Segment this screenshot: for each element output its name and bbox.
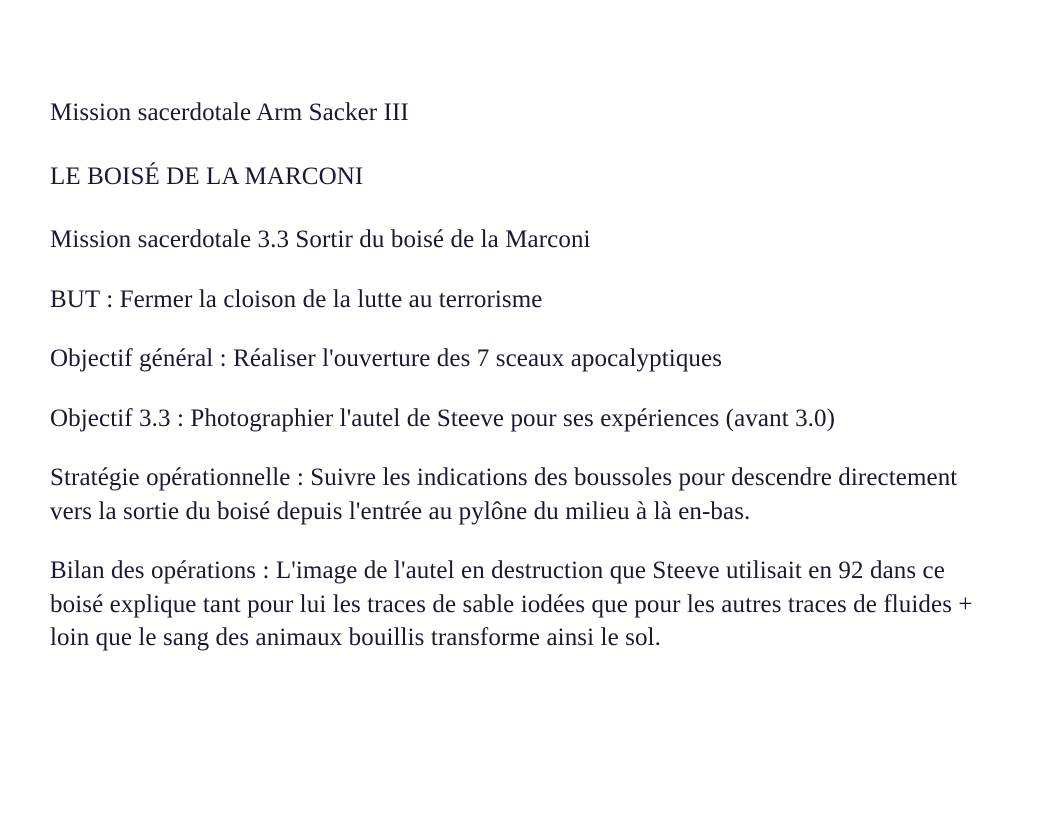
strategie-operationnelle-paragraph: Stratégie opérationnelle : Suivre les indications des boussoles pour descendre directement vers la sortie du boisé depuis l'entrée au pylône du milieu à là en-bas. (50, 464, 958, 525)
objectif-general-line: Objectif général : Réaliser l'ouverture des 7 sceaux apocalyptiques (50, 345, 723, 372)
document-body (50, 96, 1000, 655)
but-line: BUT : Fermer la cloison de la lutte au terrorisme (50, 285, 543, 313)
mission-subtitle: Mission sacerdotale 3.3 Sortir du boisé de la Marconi (50, 226, 591, 253)
objectif-33-line: Objectif 3.3 : Photographier l'autel de Steeve pour ses expériences (avant 3.0) (50, 404, 836, 432)
bilan-des-operations-paragraph: Bilan des opérations : L'image de l'autel en destruction que Steeve utilisait en 92 dans ce boisé explique tant pour lui les traces de sable iodées que pour les autres traces de fluides + loin que le sang des animaux bouillis transforme ainsi le sol. (50, 557, 973, 651)
mission-title: Mission sacerdotale Arm Sacker III (50, 99, 409, 126)
section-heading: LE BOISÉ DE LA MARCONI (50, 162, 364, 190)
